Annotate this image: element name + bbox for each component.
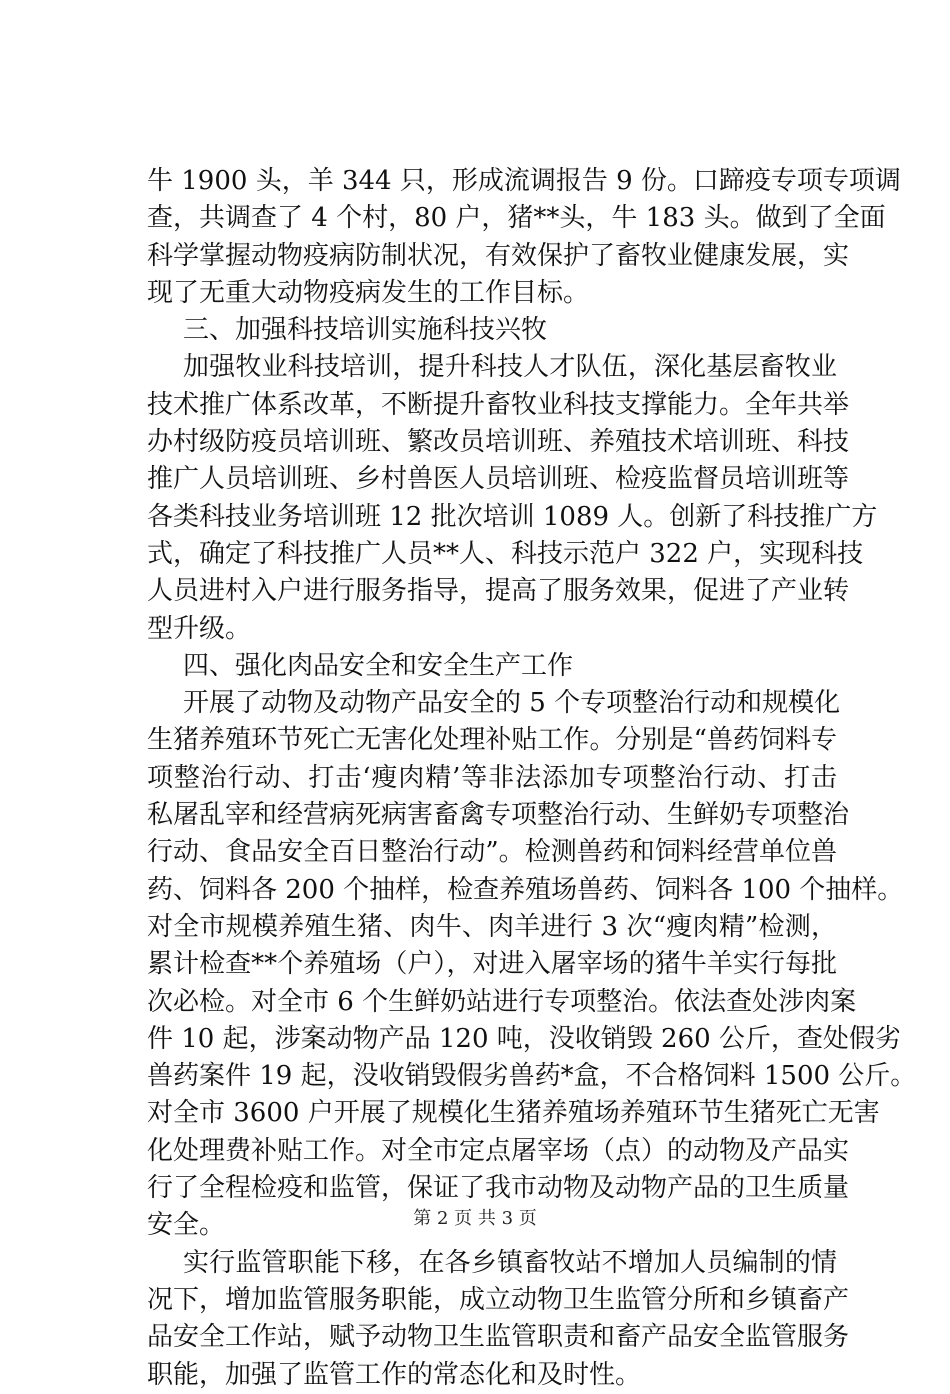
body-line: 对全市 3600 户开展了规模化生猪养殖场养殖环节生猪死亡无害: [147, 1098, 880, 1129]
body-line: 职能，加强了监管工作的常态化和及时性。: [147, 1359, 642, 1390]
body-line: 各类科技业务培训班 12 批次培训 1089 人。创新了科技推广方: [147, 501, 878, 532]
body-line: 行动、食品安全百日整治行动”。检测兽药和饲料经营单位兽: [147, 837, 837, 868]
body-line: 次必检。对全市 6 个生鲜奶站进行专项整治。依法查处涉肉案: [147, 986, 857, 1017]
body-line: 现了无重大动物疫病发生的工作目标。: [147, 277, 590, 308]
body-line: 兽药案件 19 起，没收销毁假劣兽药*盒，不合格饲料 1500 公斤。: [147, 1061, 917, 1092]
body-line: 品安全工作站，赋予动物卫生监管职责和畜产品安全监管服务: [147, 1322, 850, 1353]
body-line: 查，共调查了 4 个村，80 户，猪**头，牛 183 头。做到了全面: [147, 203, 886, 234]
body-line: 牛 1900 头，羊 344 只，形成流调报告 9 份。口蹄疫专项专项调: [147, 166, 901, 196]
body-line: 技术推广体系改革，不断提升畜牧业科技支撑能力。全年共举: [147, 389, 850, 420]
body-line: 项整治行动、打击‘瘦肉精’等非法添加专项整治行动、打击: [147, 762, 837, 793]
body-line: 实行监管职能下移，在各乡镇畜牧站不增加人员编制的情: [183, 1247, 837, 1278]
body-line: 加强牧业科技培训，提升科技人才队伍，深化基层畜牧业: [183, 352, 837, 383]
section-heading: 三、加强科技培训实施科技兴牧: [183, 315, 548, 346]
body-line: 办村级防疫员培训班、繁改员培训班、养殖技术培训班、科技: [147, 427, 850, 458]
body-line: 私屠乱宰和经营病死病害畜禽专项整治行动、生鲜奶专项整治: [147, 800, 850, 831]
body-line: 安全。: [147, 1210, 226, 1241]
body-line: 累计检查**个养殖场（户），对进入屠宰场的猪牛羊实行每批: [147, 949, 837, 980]
body-line: 化处理费补贴工作。对全市定点屠宰场（点）的动物及产品实: [147, 1135, 850, 1166]
page-footer: 第 2 页 共 3 页: [413, 1208, 537, 1229]
body-line: 药、饲料各 200 个抽样，检查养殖场兽药、饲料各 100 个抽样。: [147, 874, 904, 905]
body-line: 推广人员培训班、乡村兽医人员培训班、检疫监督员培训班等: [147, 464, 850, 495]
body-line: 生猪养殖环节死亡无害化处理补贴工作。分别是“兽药饲料专: [147, 725, 837, 756]
body-line: 型升级。: [147, 613, 252, 644]
body-line: 况下，增加监管服务职能，成立动物卫生监管分所和乡镇畜产: [147, 1284, 850, 1315]
body-line: 人员进村入户进行服务指导，提高了服务效果，促进了产业转: [147, 576, 850, 607]
body-line: 件 10 起，涉案动物产品 120 吨，没收销毁 260 公斤，查处假劣: [147, 1023, 901, 1054]
body-line: 科学掌握动物疫病防制状况，有效保护了畜牧业健康发展，实: [147, 240, 850, 271]
body-line: 开展了动物及动物产品安全的 5 个专项整治行动和规模化: [183, 688, 841, 719]
body-line: 式，确定了科技推广人员**人、科技示范户 322 户，实现科技: [147, 538, 864, 569]
body-line: 对全市规模养殖生猪、肉牛、肉羊进行 3 次“瘦肉精”检测，: [147, 911, 837, 942]
body-line: 行了全程检疫和监管，保证了我市动物及动物产品的卫生质量: [147, 1173, 850, 1204]
section-heading: 四、强化肉品安全和安全生产工作: [183, 650, 574, 681]
